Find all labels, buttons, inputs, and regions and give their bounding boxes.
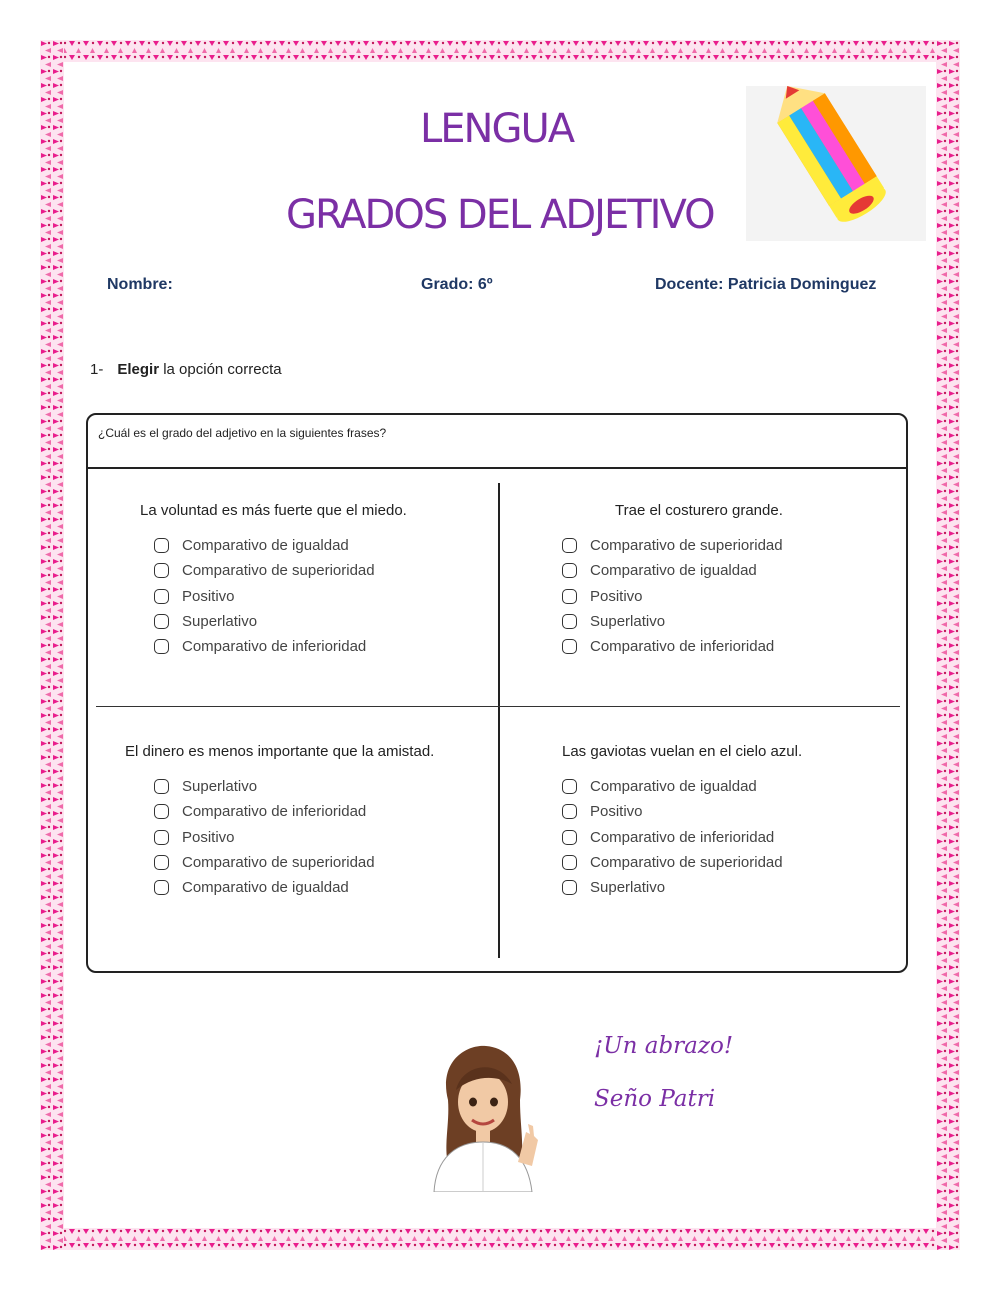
- name-label: Nombre:: [107, 276, 173, 293]
- option-item[interactable]: [154, 609, 520, 634]
- grade-label: Grado: 6º: [421, 276, 493, 293]
- option-item[interactable]: [154, 584, 520, 609]
- radio-button[interactable]: [562, 639, 577, 654]
- option-label: Positivo: [590, 803, 643, 821]
- decorative-border-bottom: [40, 1228, 960, 1250]
- radio-button[interactable]: [562, 589, 577, 604]
- radio-button[interactable]: [562, 614, 577, 629]
- option-item[interactable]: [562, 634, 942, 659]
- instruction-number: 1-: [90, 361, 104, 378]
- quiz-question-header: ¿Cuál es el grado del adjetivo en la siguientes frases?: [98, 426, 387, 440]
- option-item[interactable]: [562, 799, 942, 824]
- radio-button[interactable]: [154, 779, 169, 794]
- option-item[interactable]: [154, 558, 520, 583]
- instruction: [90, 361, 282, 378]
- option-item[interactable]: [154, 875, 505, 900]
- option-label: Comparativo de inferioridad: [182, 803, 367, 821]
- page-title: LENGUA: [420, 106, 574, 152]
- question-1: [140, 502, 520, 659]
- option-label: Comparativo de superioridad: [182, 854, 375, 872]
- option-label: Superlativo: [590, 613, 666, 631]
- option-label: Comparativo de igualdad: [182, 537, 349, 555]
- option-label: Superlativo: [590, 879, 666, 897]
- teacher-label: Docente: Patricia Dominguez: [655, 276, 877, 293]
- option-label: Comparativo de inferioridad: [182, 638, 367, 656]
- radio-button[interactable]: [562, 830, 577, 845]
- question-2: [562, 502, 942, 659]
- option-label: Superlativo: [182, 778, 258, 796]
- option-label: Comparativo de igualdad: [590, 562, 757, 580]
- option-item[interactable]: [562, 850, 942, 875]
- pencil-icon: [746, 86, 926, 241]
- option-label: Positivo: [182, 828, 235, 846]
- instruction-text: la opción correcta: [163, 361, 282, 378]
- radio-button[interactable]: [154, 855, 169, 870]
- question-sentence: Las gaviotas vuelan en el cielo azul.: [562, 743, 803, 760]
- options-list: [154, 533, 520, 659]
- signature-greeting: ¡Un abrazo!: [594, 1033, 734, 1059]
- radio-button[interactable]: [562, 538, 577, 553]
- option-item[interactable]: [154, 825, 505, 850]
- divider: [88, 467, 906, 469]
- question-sentence: El dinero es menos importante que la amistad.: [125, 743, 435, 760]
- question-sentence: Trae el costurero grande.: [615, 502, 783, 519]
- option-label: Comparativo de superioridad: [182, 562, 375, 580]
- options-list: [562, 774, 942, 900]
- option-label: Superlativo: [182, 613, 258, 631]
- option-label: Positivo: [590, 587, 643, 605]
- decorative-border-top: [40, 40, 960, 62]
- signature-name: Seño Patri: [594, 1086, 716, 1112]
- radio-button[interactable]: [562, 855, 577, 870]
- question-4: [562, 743, 942, 900]
- question-3: [125, 743, 505, 900]
- teacher-avatar: [428, 1040, 540, 1192]
- radio-button[interactable]: [154, 804, 169, 819]
- radio-button[interactable]: [154, 589, 169, 604]
- radio-button[interactable]: [154, 639, 169, 654]
- options-list: [562, 533, 942, 659]
- question-sentence: La voluntad es más fuerte que el miedo.: [140, 502, 407, 519]
- option-item[interactable]: [154, 850, 505, 875]
- radio-button[interactable]: [562, 880, 577, 895]
- option-label: Comparativo de igualdad: [182, 879, 349, 897]
- radio-button[interactable]: [154, 830, 169, 845]
- option-label: Comparativo de igualdad: [590, 778, 757, 796]
- radio-button[interactable]: [562, 804, 577, 819]
- radio-button[interactable]: [154, 880, 169, 895]
- instruction-verb: Elegir: [117, 361, 160, 378]
- option-item[interactable]: [154, 799, 505, 824]
- option-item[interactable]: [562, 609, 942, 634]
- option-label: Comparativo de inferioridad: [590, 638, 775, 656]
- radio-button[interactable]: [154, 614, 169, 629]
- option-item[interactable]: [154, 533, 520, 558]
- option-item[interactable]: [562, 825, 942, 850]
- page-subtitle: GRADOS DEL ADJETIVO: [286, 192, 714, 238]
- radio-button[interactable]: [562, 563, 577, 578]
- option-item[interactable]: [562, 533, 942, 558]
- options-list: [154, 774, 505, 900]
- radio-button[interactable]: [154, 538, 169, 553]
- option-item[interactable]: [562, 558, 942, 583]
- option-item[interactable]: [562, 584, 942, 609]
- radio-button[interactable]: [562, 779, 577, 794]
- option-item[interactable]: [154, 774, 505, 799]
- option-item[interactable]: [562, 774, 942, 799]
- option-label: Positivo: [182, 587, 235, 605]
- radio-button[interactable]: [154, 563, 169, 578]
- quiz-box: [86, 413, 908, 973]
- option-label: Comparativo de superioridad: [590, 854, 783, 872]
- option-item[interactable]: [562, 875, 942, 900]
- option-label: Comparativo de superioridad: [590, 537, 783, 555]
- decorative-border-left: [40, 40, 64, 1250]
- option-label: Comparativo de inferioridad: [590, 828, 775, 846]
- divider: [96, 706, 900, 707]
- option-item[interactable]: [154, 634, 520, 659]
